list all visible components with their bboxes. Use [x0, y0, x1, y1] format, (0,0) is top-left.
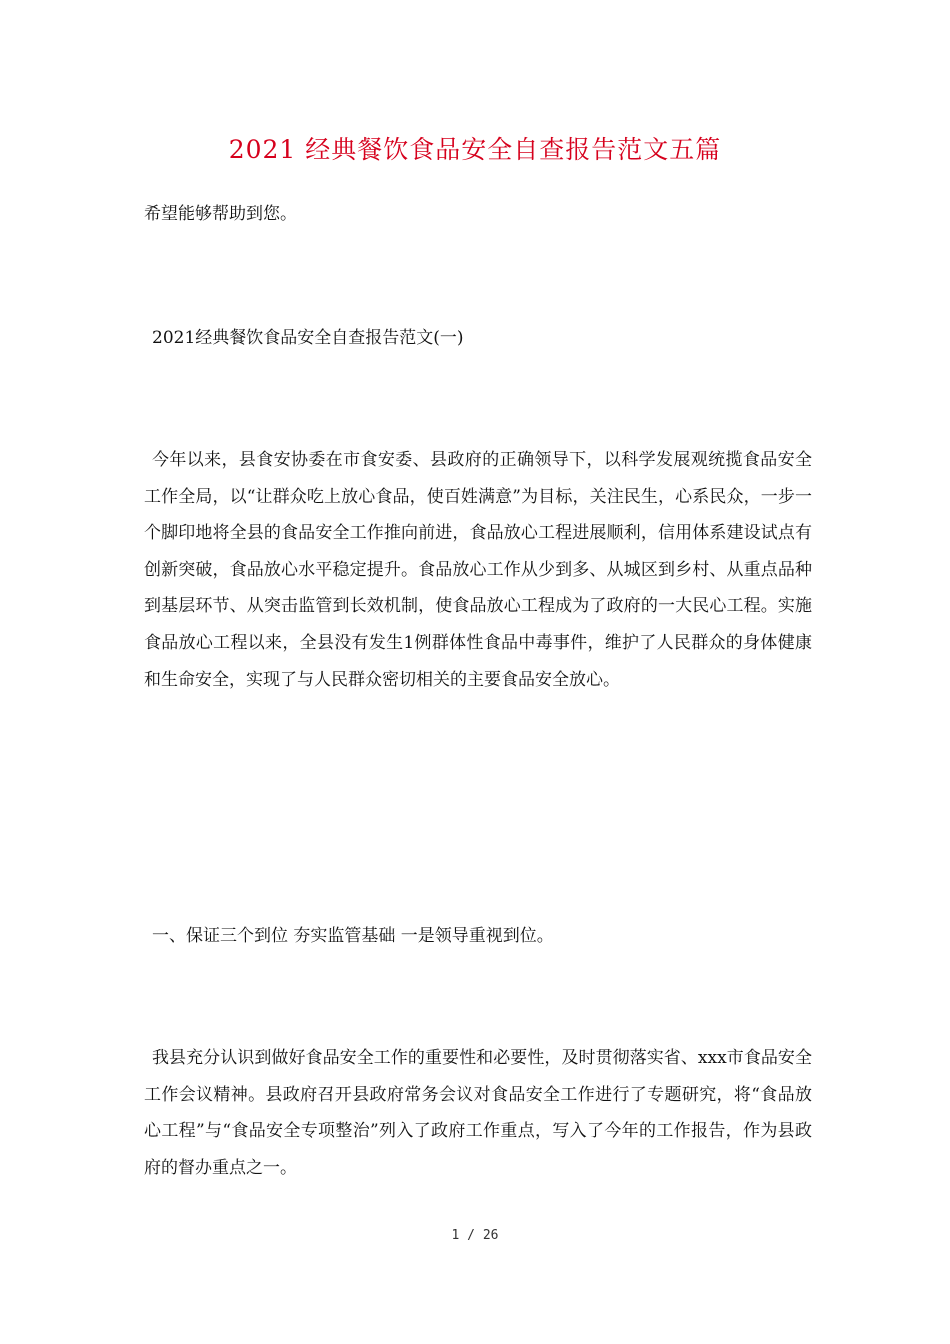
paragraph-2: 我县充分认识到做好食品安全工作的重要性和必要性，及时贯彻落实省、xxx市食品安全工作会议精神。县政府召开县政府常务会议对食品安全工作进行了专题研究，将“食品放心工程”与“食品安全专项整治”列入了政府工作重点，写入了今年的工作报告，作为县政府的督办重点之一。 [144, 1048, 812, 1178]
heading-1: 一、保证三个到位 夯实监管基础 一是领导重视到位。 [152, 926, 554, 946]
document-title: 2021 经典餐饮食品安全自查报告范文五篇 [228, 135, 722, 164]
paragraph-1: 今年以来，县食安协委在市食安委、县政府的正确领导下，以科学发展观统揽食品安全工作全局，以“让群众吃上放心食品，使百姓满意”为目标，关注民生，心系民众，一步一个脚印地将全县的食品安全工作推向前进，食品放心工程进展顺利，信用体系建设试点有创新突破，食品放心水平稳定提升。食品放心工作从少到多、从城区到乡村、从重点品种到基层环节、从突击监管到长效机制，使食品放心工程成为了政府的一大民心工程。实施食品放心工程以来，全县没有发生1例群体性食品中毒事件，维护了人民群众的身体健康和生命安全，实现了与人民群众密切相关的主要食品安全放心。 [144, 450, 812, 690]
intro-text: 希望能够帮助到您。 [144, 204, 297, 224]
page-indicator: 1 / 26 [451, 1228, 499, 1243]
section-title: 2021经典餐饮食品安全自查报告范文(一) [152, 328, 464, 348]
